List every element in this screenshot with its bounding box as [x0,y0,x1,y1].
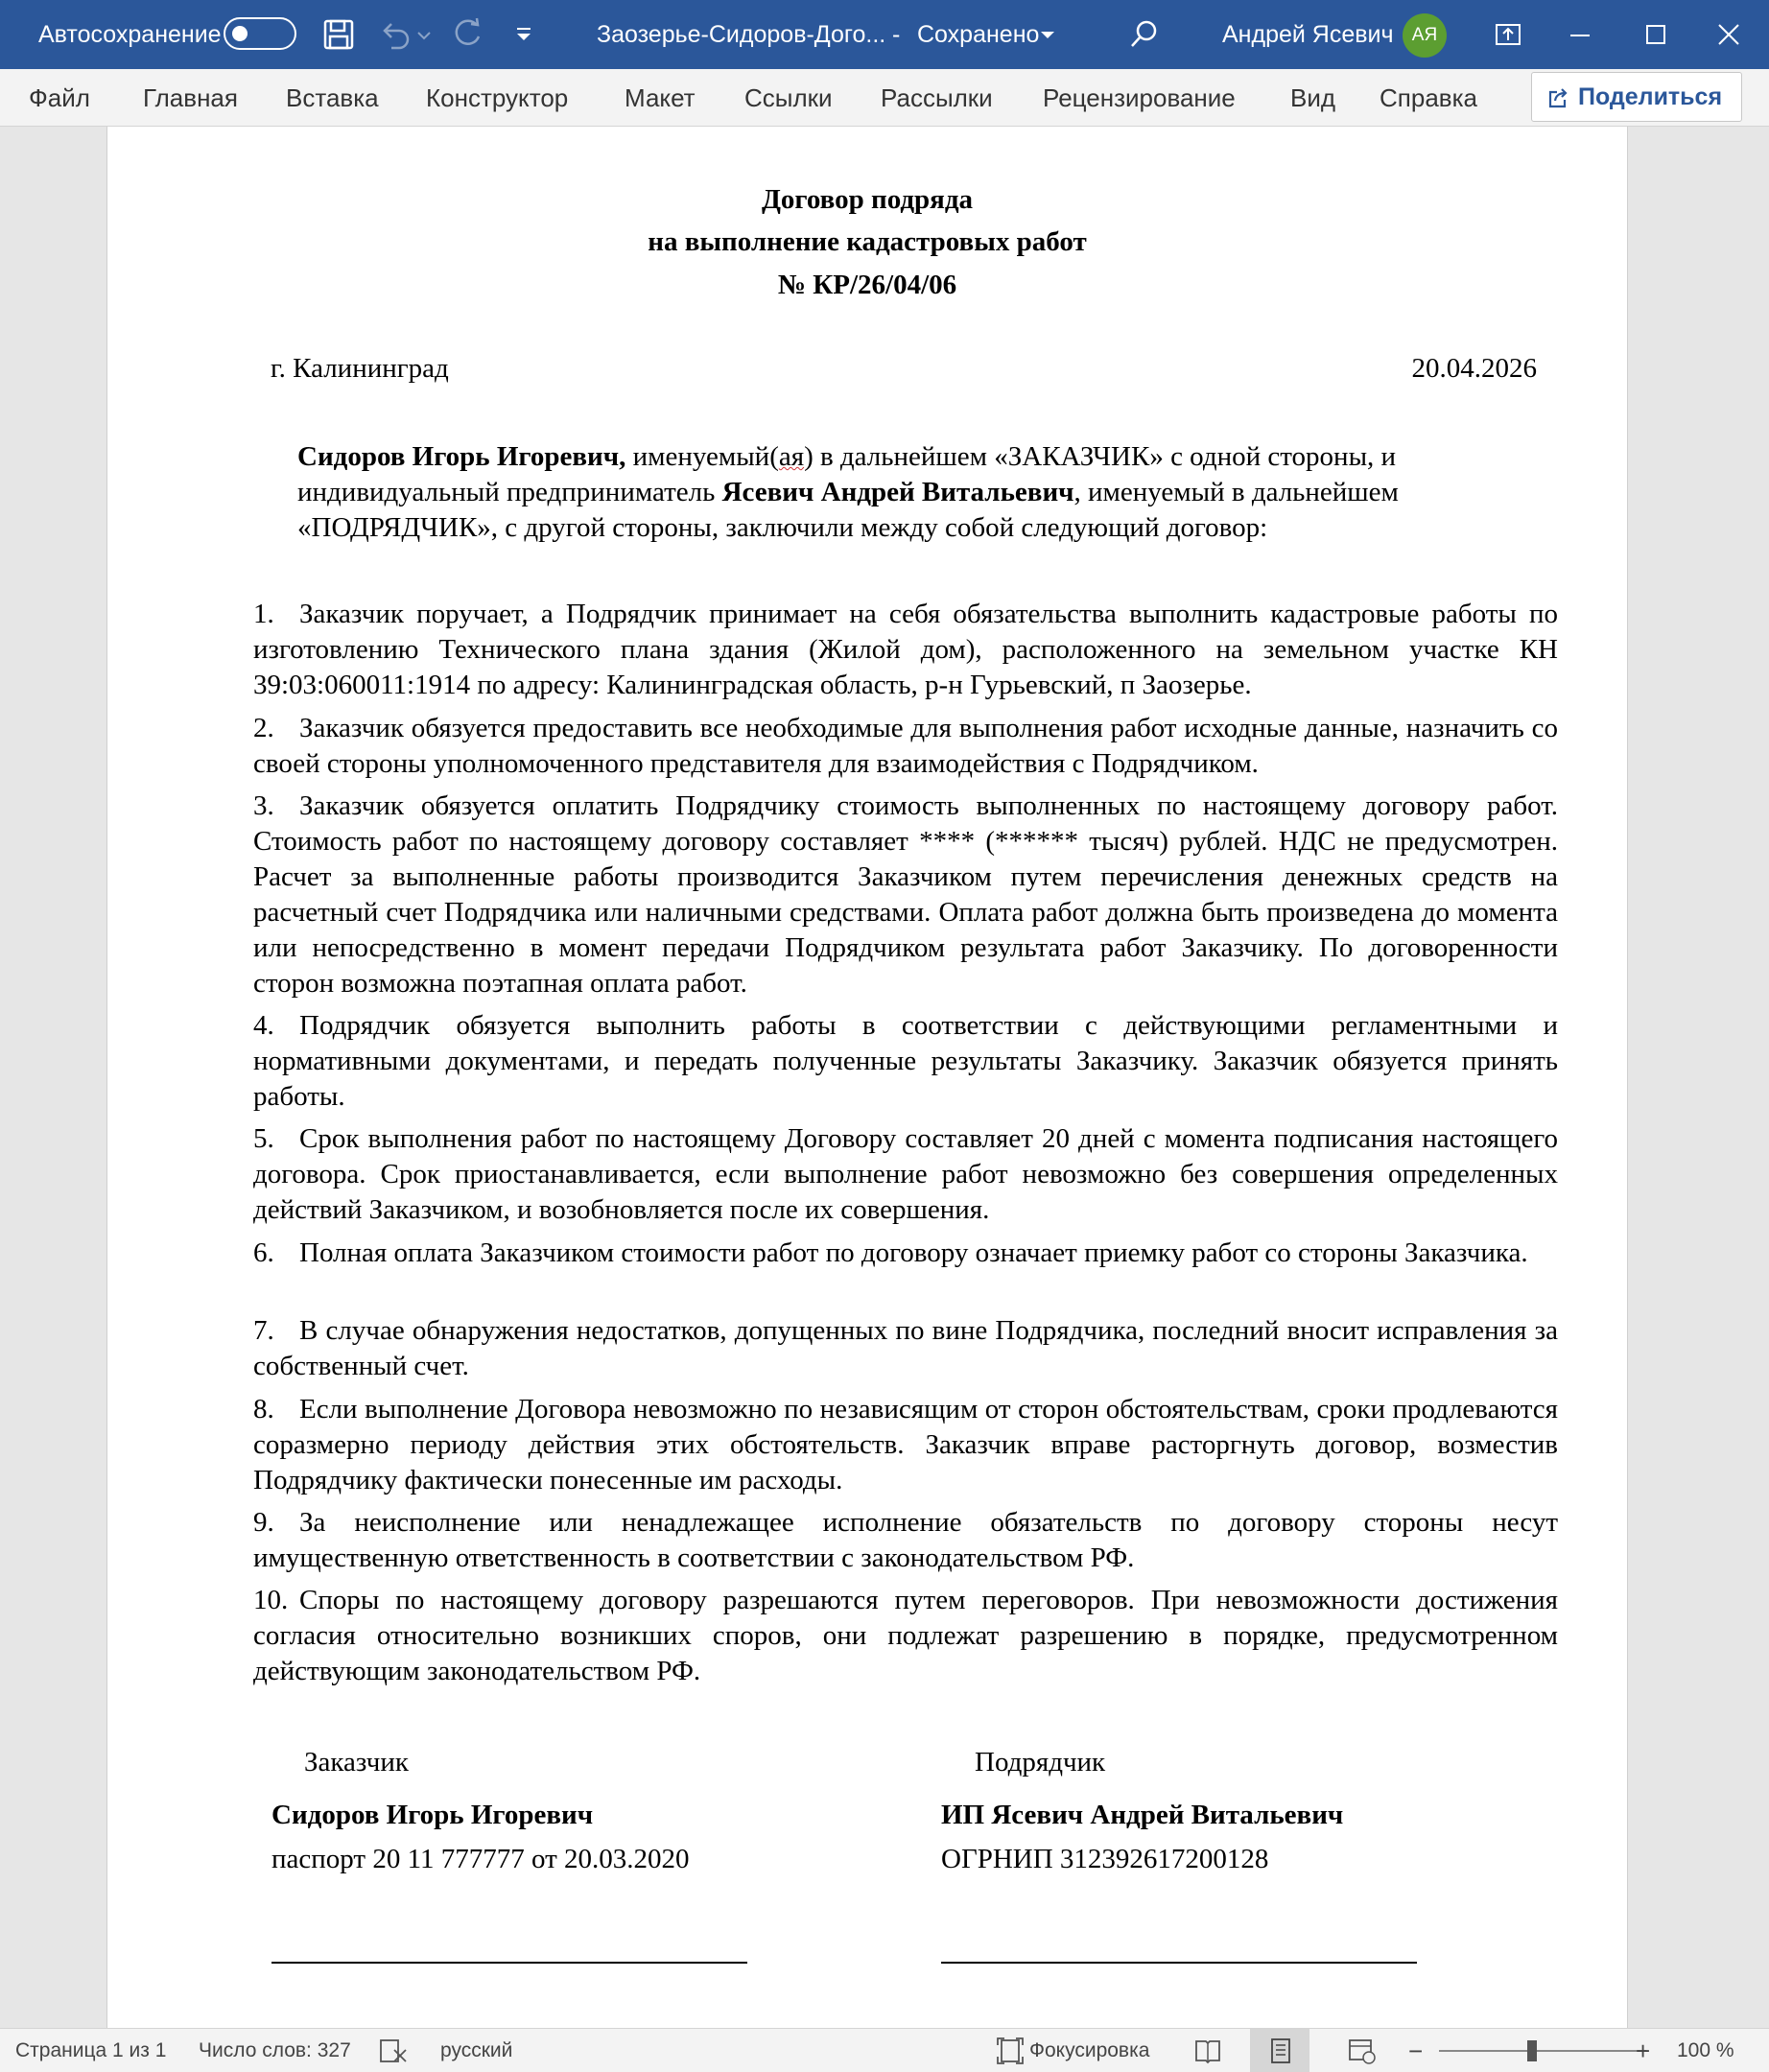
tab-references[interactable]: Ссылки [744,83,833,112]
contractor-signature-name: ИП Ясевич Андрей Витальевич [941,1800,1344,1830]
document-title[interactable]: Заозерье-Сидоров-Дого... [597,21,886,48]
minimize-icon[interactable] [1561,15,1599,54]
save-icon[interactable] [319,15,358,54]
document-page[interactable] [106,127,1628,2028]
customer-label: Заказчик [304,1747,409,1778]
clause-7: 7. В случае обнаружения недостатков, допущенных по вине Подрядчика, последний вносит исправления за собственный счет. [253,1315,1558,1381]
clause-4: 4. Подрядчик обязуется выполнить работы в соответствии с действующими регламентными и нормативными документами, и передать полученные результаты Заказчику. Заказчик обязуется принять работы. [253,1010,1558,1112]
clause-6: 6. Полная оплата Заказчиком стоимости работ по договору означает приемку работ со стороны Заказчика. [253,1237,1528,1268]
user-name[interactable]: Андрей Ясевич [1222,21,1394,48]
focus-icon[interactable] [996,2037,1025,2065]
read-mode-icon[interactable] [1193,2037,1222,2065]
share-icon [1545,85,1570,110]
language[interactable]: русский [440,2039,513,2061]
contract-title: Договор подряда [761,184,974,215]
tab-design[interactable]: Конструктор [426,83,569,112]
tab-review[interactable]: Рецензирование [1043,83,1236,112]
contractor-label: Подрядчик [975,1747,1106,1778]
autosave-label: Автосохранение [38,21,222,48]
print-layout-icon[interactable] [1266,2037,1295,2065]
tab-mailings[interactable]: Рассылки [881,83,993,112]
contractor-signature-line [941,1962,1417,1964]
preamble: Сидоров Игорь Игоревич, именуемый(ая) в дальнейшем «ЗАКАЗЧИК» с одной стороны, и индивидуальный предприниматель Ясевич Андрей Витальевич, именуемый в дальнейшем «ПОДРЯДЧИК», с другой стороны, заключили между собой следующий договор: [297,441,1399,543]
undo-icon[interactable] [376,15,414,54]
clause-5: 5. Срок выполнения работ по настоящему Договору составляет 20 дней с момента подписания настоящего договора. Срок приостанавливается, если выполнение работ невозможно без совершения определенных действий Заказчиком, и возобновляется после их совершения. [253,1123,1558,1225]
clause-10: 10. Споры по настоящему договору разрешаются путем переговоров. При невозможности достижения согласия относительно возникших споров, они подлежат разрешению в порядке, предусмотренном действующим законодательством РФ. [253,1585,1558,1686]
clause-1: 1. Заказчик поручает, а Подрядчик принимает на себя обязательства выполнить кадастровые работы по изготовлению Технического плана здания (Жилой дом), расположенного на земельном участке КН 39:03:060011:1914 по адресу: Калининградская область, р-н Гурьевский, п Заозерье. [253,599,1558,700]
status-bar [0,2028,1769,2072]
spelling-flag[interactable]: ая [778,441,805,472]
clause-2: 2. Заказчик обязуется предоставить все необходимые для выполнения работ исходные данные, назначить со своей стороны уполномоченного представителя для взаимодействия с Подрядчиком. [253,713,1558,779]
page-info[interactable]: Страница 1 из 1 [15,2039,167,2061]
share-label: Поделиться [1578,83,1723,110]
focus-label[interactable]: Фокусировка [1029,2039,1150,2061]
clause-8: 8. Если выполнение Договора невозможно по независящим от сторон обстоятельствам, сроки продлеваются соразмерно периоду действия этих обстоятельств. Заказчик вправе расторгнуть договор, возместив Подрядчику фактически понесенные им расходы. [253,1394,1558,1495]
tab-home[interactable]: Главная [143,83,238,112]
tab-view[interactable]: Вид [1290,83,1336,112]
tab-help[interactable]: Справка [1380,83,1477,112]
contract-number: № КР/26/04/06 [777,270,957,300]
web-layout-icon[interactable] [1347,2037,1378,2065]
contract-date: 20.04.2026 [1411,353,1537,384]
title-bar [0,0,1769,69]
zoom-slider-thumb[interactable] [1527,2040,1537,2061]
ribbon-tabs [0,69,1769,127]
tab-file[interactable]: Файл [29,83,90,112]
title-separator: - [892,21,901,48]
contractor-ogrnip: ОГРНИП 312392617200128 [941,1844,1269,1874]
customize-qat-icon[interactable] [509,15,538,54]
contract-subtitle: на выполнение кадастровых работ [648,226,1087,257]
maximize-icon[interactable] [1637,15,1675,54]
word-count[interactable]: Число слов: 327 [199,2039,351,2061]
zoom-slider-track[interactable] [1439,2050,1646,2052]
tab-insert[interactable]: Вставка [286,83,379,112]
customer-passport: паспорт 20 11 777777 от 20.03.2020 [271,1844,690,1874]
zoom-out-button[interactable]: − [1408,2037,1424,2065]
ribbon-display-icon[interactable] [1489,15,1527,54]
proofing-icon[interactable] [378,2037,409,2065]
tab-layout[interactable]: Макет [625,83,696,112]
document-canvas[interactable] [0,127,1769,2028]
clause-3: 3. Заказчик обязуется оплатить Подрядчику стоимость выполненных по настоящему договору работ. Стоимость работ по настоящему договору составляет **** (****** тысяч) рублей. НДС не предусмотрен. Расчет за выполненные работы производится Заказчиком путем перечисления денежных средств на расчетный счет Подрядчика или наличными средствами. Оплата работ должна быть произведена до момента или непосредственно в момент передачи Подрядчиком результата работ Заказчику. По договоренности сторон возможна поэтапная оплата работ. [253,790,1558,999]
save-status-chevron-icon[interactable] [1038,15,1057,54]
contractor-name-bold: Ясевич Андрей Витальевич [721,477,1074,507]
search-icon[interactable] [1124,15,1163,54]
save-status[interactable]: Сохранено [917,21,1040,48]
customer-signature-name: Сидоров Игорь Игоревич [271,1800,594,1830]
close-icon[interactable] [1710,15,1748,54]
zoom-level[interactable]: 100 % [1677,2039,1734,2061]
avatar[interactable]: АЯ [1403,13,1447,58]
redo-icon[interactable] [448,15,486,54]
contract-city: г. Калининград [271,353,449,384]
zoom-in-button[interactable]: + [1636,2037,1651,2065]
customer-name-bold: Сидоров Игорь Игоревич, [297,441,626,472]
clause-9: 9. За неисполнение или ненадлежащее исполнение обязательств по договору стороны несут имущественную ответственность в соответствии с законодательством РФ. [253,1507,1558,1573]
customer-signature-line [271,1962,747,1964]
autosave-toggle[interactable] [224,17,296,50]
undo-dropdown-icon[interactable] [414,15,434,54]
share-button[interactable] [1531,72,1742,122]
